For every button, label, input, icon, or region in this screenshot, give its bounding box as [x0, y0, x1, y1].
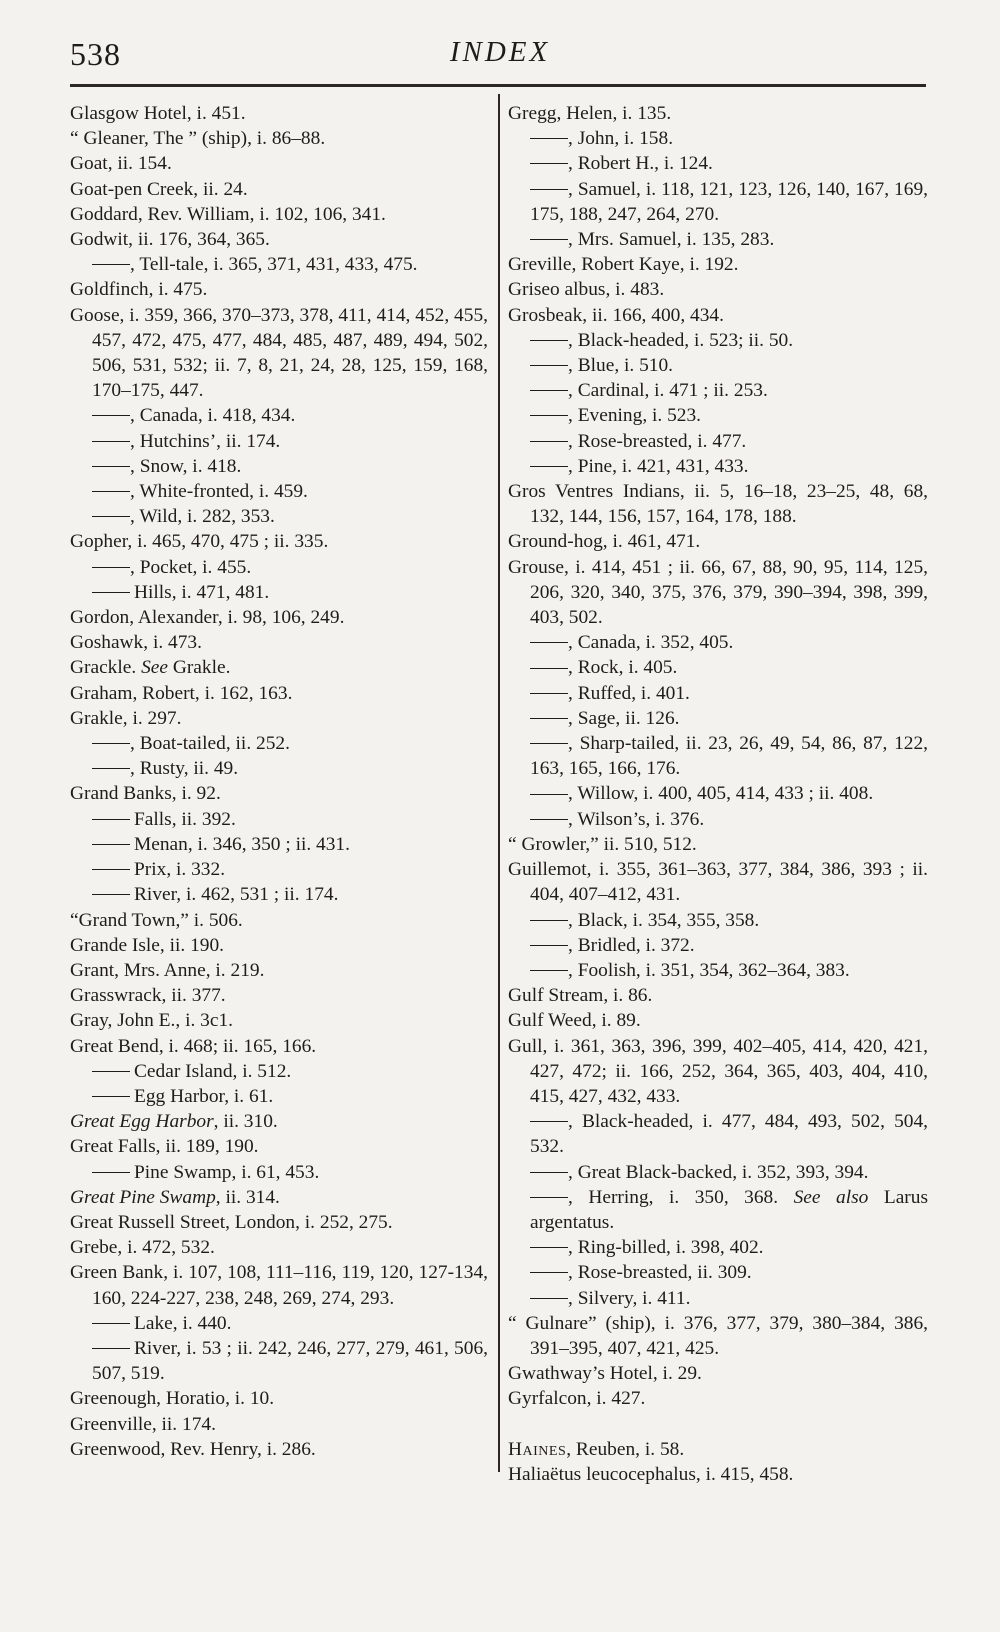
entry-text: Gulf Weed, i. 89. — [508, 1010, 641, 1032]
ditto-dash — [530, 138, 568, 139]
index-entry — [70, 126, 488, 151]
index-subentry — [508, 706, 928, 731]
entry-text: Great Egg Harbor, ii. 310. — [70, 1111, 278, 1133]
entry-text: Grebe, i. 472, 532. — [70, 1237, 215, 1259]
entry-text: , Rose-breasted, i. 477. — [568, 430, 747, 452]
index-entry — [70, 933, 488, 958]
entry-text: “ Gleaner, The ” (ship), i. 86–88. — [70, 128, 326, 150]
entry-text: , Samuel, i. 118, 121, 123, 126, 140, 167, 169, 175, 188, 247, 264, 270. — [530, 178, 928, 225]
ditto-dash — [92, 819, 130, 820]
entry-text: Goldfinch, i. 475. — [70, 279, 208, 301]
ditto-dash — [530, 1247, 568, 1248]
entry-text: , Snow, i. 418. — [130, 455, 242, 477]
entry-text: , Cardinal, i. 471 ; ii. 253. — [568, 380, 768, 402]
index-entry — [70, 202, 488, 227]
ditto-dash — [530, 163, 568, 164]
ditto-dash — [530, 920, 568, 921]
index-subentry — [508, 429, 928, 454]
entry-text: Green Bank, i. 107, 108, 111–116, 119, 120, 127-134, 160, 224-227, 238, 248, 269, 274, 293. — [70, 1262, 488, 1309]
entry-text: Griseo albus, i. 483. — [508, 279, 665, 301]
ditto-dash — [530, 718, 568, 719]
ditto-dash — [530, 743, 568, 744]
entry-text: River, i. 462, 531 ; ii. 174. — [134, 884, 339, 906]
entry-text: Greenville, ii. 174. — [70, 1413, 216, 1435]
index-entry — [70, 277, 488, 302]
entry-text: Goshawk, i. 473. — [70, 632, 202, 654]
index-subentry — [508, 958, 928, 983]
entry-text: , Herring, i. 350, 368. See also Larus argentatus. — [530, 1186, 928, 1233]
entry-text: Hills, i. 471, 481. — [134, 581, 270, 603]
ditto-dash — [530, 1197, 568, 1198]
entry-text: , White-fronted, i. 459. — [130, 481, 308, 503]
entry-text: Grackle. See Grakle. — [70, 657, 231, 679]
ditto-dash — [92, 768, 130, 769]
header-rule — [70, 84, 926, 87]
index-subentry — [70, 1160, 488, 1185]
ditto-dash — [92, 441, 130, 442]
index-subentry — [508, 731, 928, 781]
ditto-dash — [530, 970, 568, 971]
ditto-dash — [530, 642, 568, 643]
entry-text: Falls, ii. 392. — [134, 808, 236, 830]
index-subentry — [70, 252, 488, 277]
index-subentry — [70, 580, 488, 605]
entry-text: , Sage, ii. 126. — [568, 707, 680, 729]
index-entry — [70, 1260, 488, 1310]
index-subentry — [508, 807, 928, 832]
entry-text: , Tell-tale, i. 365, 371, 431, 433, 475. — [130, 254, 418, 276]
index-entry — [70, 101, 488, 126]
index-subentry — [70, 454, 488, 479]
index-subentry — [70, 1059, 488, 1084]
ditto-dash — [530, 365, 568, 366]
index-entry — [508, 832, 928, 857]
index-subentry — [70, 479, 488, 504]
index-subentry — [70, 857, 488, 882]
index-entry — [508, 303, 928, 328]
entry-text: River, i. 53 ; ii. 242, 246, 277, 279, 461, 506, 507, 519. — [92, 1337, 488, 1385]
index-subentry — [70, 555, 488, 580]
index-subentry — [508, 378, 928, 403]
ditto-dash — [530, 945, 568, 946]
index-entry — [70, 1235, 488, 1260]
entry-text: Great Russell Street, London, i. 252, 275. — [70, 1211, 393, 1233]
entry-text: Goddard, Rev. William, i. 102, 106, 341. — [70, 203, 386, 225]
index-subentry — [70, 882, 488, 907]
entry-text: Cedar Island, i. 512. — [134, 1060, 292, 1082]
index-entry — [508, 529, 928, 554]
index-subentry — [508, 1185, 928, 1235]
index-subentry — [70, 1311, 488, 1336]
entry-text: Greenwood, Rev. Henry, i. 286. — [70, 1438, 316, 1460]
entry-text: , Rock, i. 405. — [568, 657, 678, 679]
index-entry — [70, 1185, 488, 1210]
entry-text: , Boat-tailed, ii. 252. — [130, 733, 290, 755]
entry-text: Goat-pen Creek, ii. 24. — [70, 178, 248, 200]
entry-text: , Bridled, i. 372. — [568, 934, 695, 956]
ditto-dash — [530, 794, 568, 795]
ditto-dash — [92, 869, 130, 870]
entry-text: Gray, John E., i. 3c1. — [70, 1010, 233, 1032]
index-subentry — [508, 681, 928, 706]
entry-text: , Sharp-tailed, ii. 23, 26, 49, 54, 86, 87, 122, 163, 165, 166, 176. — [530, 733, 928, 780]
ditto-dash — [530, 390, 568, 391]
ditto-dash — [530, 668, 568, 669]
ditto-dash — [92, 1348, 130, 1349]
entry-text: , Canada, i. 352, 405. — [568, 632, 734, 654]
column-divider — [498, 94, 500, 1472]
entry-text: , Evening, i. 523. — [568, 405, 702, 427]
entry-text: Grakle, i. 297. — [70, 707, 182, 729]
index-subentry — [508, 403, 928, 428]
running-head: INDEX — [449, 36, 551, 68]
index-entry — [508, 1008, 928, 1033]
ditto-dash — [530, 239, 568, 240]
entry-text: Great Pine Swamp, ii. 314. — [70, 1186, 280, 1208]
index-entry — [508, 1361, 928, 1386]
index-subentry — [508, 1109, 928, 1159]
entry-text: , Robert H., i. 124. — [568, 153, 713, 175]
index-subentry — [508, 933, 928, 958]
entry-text: Grouse, i. 414, 451 ; ii. 66, 67, 88, 90, 95, 114, 125, 206, 320, 340, 375, 376, 379, 390–394, 398, 399, 403, 502. — [508, 556, 928, 629]
index-entry — [70, 1008, 488, 1033]
section-gap — [508, 1412, 928, 1437]
entry-text: , Black-headed, i. 523; ii. 50. — [568, 329, 794, 351]
index-entry — [508, 1311, 928, 1361]
entry-text: Gregg, Helen, i. 135. — [508, 103, 672, 124]
ditto-dash — [530, 693, 568, 694]
index-subentry — [70, 756, 488, 781]
entry-text: , Wilson’s, i. 376. — [568, 808, 705, 830]
index-subentry — [70, 1084, 488, 1109]
index-entry — [508, 983, 928, 1008]
entry-text: Menan, i. 346, 350 ; ii. 431. — [134, 833, 350, 855]
entry-text: , John, i. 158. — [568, 128, 674, 150]
ditto-dash — [92, 567, 130, 568]
entry-text: Great Bend, i. 468; ii. 165, 166. — [70, 1035, 317, 1057]
entry-text: Prix, i. 332. — [134, 859, 226, 881]
entry-text: , Pocket, i. 455. — [130, 556, 252, 578]
entry-text: Gordon, Alexander, i. 98, 106, 249. — [70, 607, 345, 629]
entry-text: Gull, i. 361, 363, 396, 399, 402–405, 414, 420, 421, 427, 472; ii. 166, 252, 364, 365, 403, 404, 410, 415, 427, 432, 433. — [508, 1035, 928, 1107]
entry-text: Haliaëtus leucocephalus, i. 415, 458. — [508, 1463, 794, 1485]
entry-text: , Great Black-backed, i. 352, 393, 394. — [568, 1161, 869, 1183]
index-entry — [70, 1109, 488, 1134]
entry-text: , Willow, i. 400, 405, 414, 433 ; ii. 408. — [568, 783, 874, 805]
page-number: 538 — [70, 36, 121, 72]
ditto-dash — [530, 441, 568, 442]
index-subentry — [508, 126, 928, 151]
entry-text: Grasswrack, ii. 377. — [70, 985, 226, 1007]
ditto-dash — [530, 819, 568, 820]
entry-text: , Wild, i. 282, 353. — [130, 506, 275, 528]
entry-text: , Ring-billed, i. 398, 402. — [568, 1237, 764, 1259]
ditto-dash — [530, 415, 568, 416]
entry-text: Lake, i. 440. — [134, 1312, 232, 1334]
index-entry — [70, 605, 488, 630]
entry-text: Gwathway’s Hotel, i. 29. — [508, 1363, 702, 1385]
entry-text: Greville, Robert Kaye, i. 192. — [508, 254, 739, 276]
index-subentry — [508, 781, 928, 806]
ditto-dash — [530, 1121, 568, 1122]
index-entry — [508, 277, 928, 302]
index-subentry — [508, 1260, 928, 1285]
ditto-dash — [92, 1096, 130, 1097]
index-entry — [508, 1437, 928, 1462]
index-subentry — [508, 1160, 928, 1185]
index-subentry — [70, 429, 488, 454]
entry-text: Goat, ii. 154. — [70, 153, 172, 175]
entry-text: , Mrs. Samuel, i. 135, 283. — [568, 229, 775, 251]
index-entry — [508, 555, 928, 631]
index-entry — [70, 177, 488, 202]
index-subentry — [70, 504, 488, 529]
ditto-dash — [92, 491, 130, 492]
entry-text: , Canada, i. 418, 434. — [130, 405, 296, 427]
ditto-dash — [92, 516, 130, 517]
ditto-dash — [92, 466, 130, 467]
entry-text: Great Falls, ii. 189, 190. — [70, 1136, 259, 1158]
entry-text: , Pine, i. 421, 431, 433. — [568, 455, 749, 477]
ditto-dash — [530, 1272, 568, 1273]
entry-text: , Silvery, i. 411. — [568, 1287, 691, 1309]
index-column-left — [70, 101, 488, 1462]
entry-text: Pine Swamp, i. 61, 453. — [134, 1161, 320, 1183]
index-entry — [70, 303, 488, 404]
index-entry — [70, 1412, 488, 1437]
index-entry — [70, 681, 488, 706]
entry-text: Grand Banks, i. 92. — [70, 783, 221, 805]
index-entry — [70, 1437, 488, 1462]
index-subentry — [508, 1235, 928, 1260]
entry-text: “ Gulnare” (ship), i. 376, 377, 379, 380–384, 386, 391–395, 407, 421, 425. — [508, 1312, 928, 1359]
index-entry — [70, 781, 488, 806]
index-subentry — [70, 731, 488, 756]
index-entry — [508, 479, 928, 529]
ditto-dash — [530, 340, 568, 341]
ditto-dash — [530, 189, 568, 190]
index-entry — [70, 529, 488, 554]
entry-text: , Black-headed, i. 477, 484, 493, 502, 504, 532. — [530, 1111, 928, 1158]
index-subentry — [508, 630, 928, 655]
index-entry — [508, 1034, 928, 1110]
entry-text: , Ruffed, i. 401. — [568, 682, 690, 704]
ditto-dash — [530, 1298, 568, 1299]
index-entry — [70, 630, 488, 655]
index-entry — [508, 101, 928, 126]
index-subentry — [508, 353, 928, 378]
entry-text: Gulf Stream, i. 86. — [508, 985, 653, 1007]
index-subentry — [508, 151, 928, 176]
index-subentry — [70, 1336, 488, 1386]
ditto-dash — [92, 264, 130, 265]
index-entry — [508, 1386, 928, 1411]
entry-text: Gros Ventres Indians, ii. 5, 16–18, 23–25, 48, 68, 132, 144, 156, 157, 164, 178, 188. — [508, 481, 928, 528]
entry-text: “Grand Town,” i. 506. — [70, 909, 243, 931]
index-subentry — [508, 177, 928, 227]
entry-text: Grande Isle, ii. 190. — [70, 934, 225, 956]
index-subentry — [508, 655, 928, 680]
entry-text: Gopher, i. 465, 470, 475 ; ii. 335. — [70, 531, 329, 553]
index-subentry — [508, 1286, 928, 1311]
entry-text: Egg Harbor, i. 61. — [134, 1085, 274, 1107]
ditto-dash — [92, 743, 130, 744]
entry-text: Godwit, ii. 176, 364, 365. — [70, 229, 270, 251]
index-entry — [70, 1386, 488, 1411]
index-entry — [508, 1462, 928, 1487]
ditto-dash — [92, 1071, 130, 1072]
index-entry — [508, 857, 928, 907]
entry-text: Guillemot, i. 355, 361–363, 377, 384, 386, 393 ; ii. 404, 407–412, 431. — [508, 859, 928, 906]
entry-text: , Black, i. 354, 355, 358. — [568, 909, 760, 931]
index-subentry — [508, 454, 928, 479]
ditto-dash — [530, 466, 568, 467]
ditto-dash — [92, 1323, 130, 1324]
index-subentry — [508, 908, 928, 933]
ditto-dash — [530, 1172, 568, 1173]
entry-text: Graham, Robert, i. 162, 163. — [70, 682, 293, 704]
entry-text: , Hutchins’, ii. 174. — [130, 430, 281, 452]
entry-text: , Rose-breasted, ii. 309. — [568, 1262, 752, 1284]
entry-text: Glasgow Hotel, i. 451. — [70, 103, 246, 124]
index-subentry — [70, 832, 488, 857]
index-subentry — [508, 227, 928, 252]
index-entry — [70, 958, 488, 983]
entry-text: Ground-hog, i. 461, 471. — [508, 531, 701, 553]
entry-text: Haines, Reuben, i. 58. — [508, 1438, 685, 1460]
entry-text: Goose, i. 359, 366, 370–373, 378, 411, 414, 452, 455, 457, 472, 475, 477, 484, 485, 487, 489, 494, 502, 506, 531, 532; ii. 7, 8, 21, 24, 28, 125, 159, 168, 170–175, 447. — [70, 304, 488, 402]
index-entry — [70, 655, 488, 680]
index-subentry — [70, 403, 488, 428]
index-entry — [70, 1210, 488, 1235]
index-entry — [70, 908, 488, 933]
entry-text: Gyrfalcon, i. 427. — [508, 1388, 646, 1410]
index-entry — [508, 252, 928, 277]
entry-text: , Rusty, ii. 49. — [130, 758, 239, 780]
ditto-dash — [92, 415, 130, 416]
index-subentry — [70, 807, 488, 832]
index-entry — [70, 983, 488, 1008]
entry-text: “ Growler,” ii. 510, 512. — [508, 833, 697, 855]
index-entry — [70, 706, 488, 731]
entry-text: Grant, Mrs. Anne, i. 219. — [70, 959, 265, 981]
index-entry — [70, 1034, 488, 1059]
ditto-dash — [92, 894, 130, 895]
ditto-dash — [92, 844, 130, 845]
index-entry — [70, 1134, 488, 1159]
entry-text: Grosbeak, ii. 166, 400, 434. — [508, 304, 724, 326]
index-entry — [70, 151, 488, 176]
index-subentry — [508, 328, 928, 353]
ditto-dash — [92, 592, 130, 593]
entry-text: Greenough, Horatio, i. 10. — [70, 1388, 275, 1410]
entry-text: , Blue, i. 510. — [568, 355, 674, 377]
ditto-dash — [92, 1172, 130, 1173]
entry-text: , Foolish, i. 351, 354, 362–364, 383. — [568, 959, 850, 981]
index-column-right — [508, 101, 928, 1487]
index-entry — [70, 227, 488, 252]
